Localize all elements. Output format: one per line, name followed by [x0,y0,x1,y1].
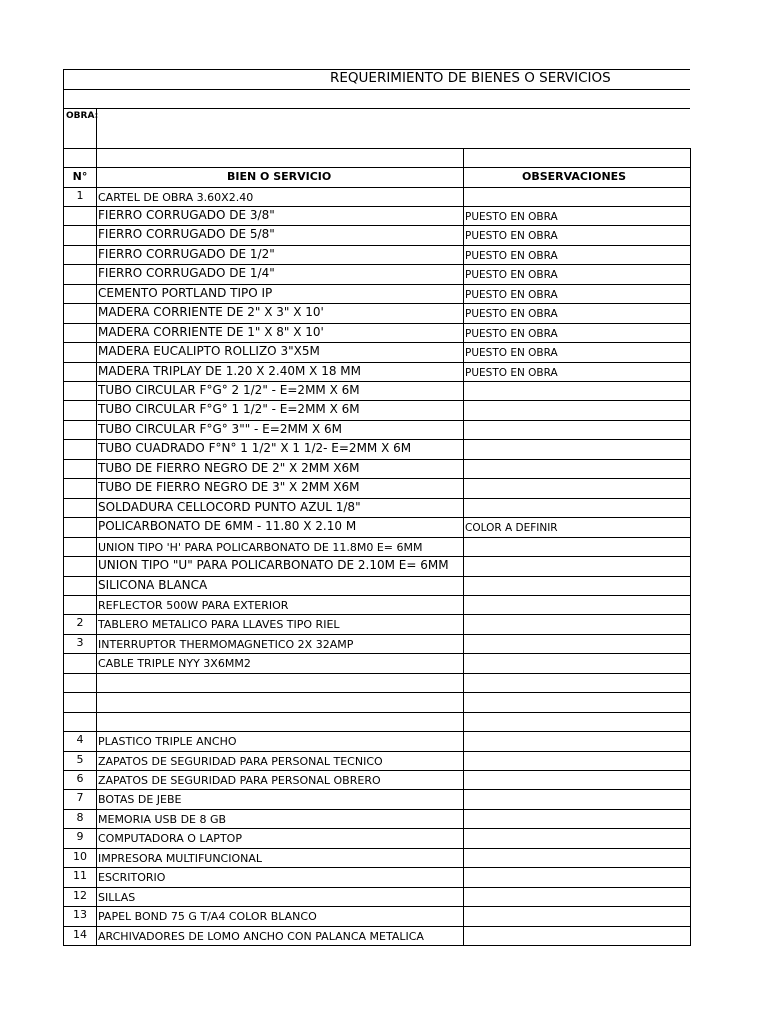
row-line [63,303,690,304]
row-line [63,576,690,577]
row-item: COMPUTADORA O LAPTOP [98,832,242,845]
row-line [63,770,690,771]
grid-line [63,69,690,70]
row-item: TUBO DE FIERRO NEGRO DE 3" X 2MM X6M [98,480,360,494]
header-item: BIEN O SERVICIO [227,170,332,183]
row-line [63,537,690,538]
row-observation: COLOR A DEFINIR [465,522,558,534]
row-line [63,848,690,849]
row-observation: PUESTO EN OBRA [465,347,558,359]
row-line [63,634,690,635]
row-number: 8 [76,811,84,824]
row-item: SOLDADURA CELLOCORD PUNTO AZUL 1/8" [98,500,361,514]
row-item: FIERRO CORRUGADO DE 3/8" [98,208,275,222]
row-number: 4 [76,733,84,746]
row-line [63,673,690,674]
row-line [63,498,690,499]
row-item: MADERA CORRIENTE DE 1" X 8" X 10' [98,325,324,339]
row-item: TABLERO METALICO PARA LLAVES TIPO RIEL [98,618,340,631]
row-line [63,459,690,460]
row-observation: PUESTO EN OBRA [465,250,558,262]
row-line [63,926,690,927]
row-item: ZAPATOS DE SEGURIDAD PARA PERSONAL TECNICO [98,755,383,768]
row-item: TUBO CIRCULAR F°G° 2 1/2" - E=2MM X 6M [98,383,360,397]
row-line [63,867,690,868]
row-item: TUBO CIRCULAR F°G° 3"" - E=2MM X 6M [98,422,343,436]
row-number: 1 [76,189,84,202]
row-number: 3 [76,636,84,649]
row-item: UNION TIPO 'H' PARA POLICARBONATO DE 11.8M0 E= 6MM [98,541,423,554]
row-item: TUBO CIRCULAR F°G° 1 1/2" - E=2MM X 6M [98,402,360,416]
row-line [63,789,690,790]
row-number: 10 [73,850,87,863]
row-item: BOTAS DE JEBE [98,793,182,806]
row-line [63,751,690,752]
row-line [63,517,690,518]
row-line [63,614,690,615]
row-line [63,245,690,246]
row-item: CABLE TRIPLE NYY 3X6MM2 [98,657,251,670]
row-item: CARTEL DE OBRA 3.60X2.40 [98,191,254,204]
row-line [63,264,690,265]
row-item: UNION TIPO "U" PARA POLICARBONATO DE 2.10M E= 6MM [98,558,449,572]
row-number: 7 [76,791,84,804]
row-item: ESCRITORIO [98,871,166,884]
row-item: SILICONA BLANCA [98,578,208,592]
row-line [63,284,690,285]
row-number: 14 [73,928,87,941]
grid-line [63,108,690,109]
row-number: 13 [73,908,87,921]
grid-line [690,148,691,946]
row-item: IMPRESORA MULTIFUNCIONAL [98,852,263,865]
row-line [63,400,690,401]
row-item: MADERA EUCALIPTO ROLLIZO 3"X5M [98,344,320,358]
row-line [63,712,690,713]
row-line [63,342,690,343]
row-item: ARCHIVADORES DE LOMO ANCHO CON PALANCA METALICA [98,930,424,943]
row-line [63,887,690,888]
grid-line [63,89,690,90]
row-item: CEMENTO PORTLAND TIPO IP [98,286,273,300]
grid-line [63,167,690,168]
row-number: 12 [73,889,87,902]
row-line [63,323,690,324]
row-item: MADERA TRIPLAY DE 1.20 X 2.40M X 18 MM [98,364,362,378]
row-item: MADERA CORRIENTE DE 2" X 3" X 10' [98,305,324,319]
obra-label: OBRA: [66,111,99,121]
row-line [63,420,690,421]
row-number: 6 [76,772,84,785]
row-item: PAPEL BOND 75 G T/A4 COLOR BLANCO [98,910,317,923]
row-number: 9 [76,830,84,843]
row-item: SILLAS [98,891,136,904]
row-item: MEMORIA USB DE 8 GB [98,813,227,826]
row-observation: PUESTO EN OBRA [465,328,558,340]
row-observation: PUESTO EN OBRA [465,308,558,320]
header-observations: OBSERVACIONES [522,170,627,183]
row-number: 11 [73,869,87,882]
row-line [63,478,690,479]
document-title: REQUERIMIENTO DE BIENES O SERVICIOS [330,70,611,86]
row-line [63,362,690,363]
header-number: N° [72,170,88,183]
grid-line [463,148,464,946]
row-observation: PUESTO EN OBRA [465,367,558,379]
row-observation: PUESTO EN OBRA [465,289,558,301]
row-line [63,906,690,907]
row-item: INTERRUPTOR THERMOMAGNETICO 2X 32AMP [98,638,354,651]
row-observation: PUESTO EN OBRA [465,269,558,281]
row-line [63,945,690,946]
row-line [63,653,690,654]
row-line [63,381,690,382]
row-line [63,225,690,226]
grid-line [63,148,690,149]
row-line [63,206,690,207]
row-line [63,809,690,810]
row-line [63,692,690,693]
row-line [63,187,690,188]
row-line [63,828,690,829]
row-item: ZAPATOS DE SEGURIDAD PARA PERSONAL OBRERO [98,774,381,787]
row-observation: PUESTO EN OBRA [465,230,558,242]
row-number: 2 [76,616,84,629]
row-line [63,595,690,596]
row-item: FIERRO CORRUGADO DE 1/2" [98,247,275,261]
row-item: FIERRO CORRUGADO DE 5/8" [98,227,275,241]
row-item: POLICARBONATO DE 6MM - 11.80 X 2.10 M [98,519,357,533]
row-line [63,439,690,440]
row-item: FIERRO CORRUGADO DE 1/4" [98,266,275,280]
row-item: TUBO CUADRADO F°N° 1 1/2" X 1 1/2- E=2MM X 6M [98,441,412,455]
row-item: TUBO DE FIERRO NEGRO DE 2" X 2MM X6M [98,461,360,475]
row-observation: PUESTO EN OBRA [465,211,558,223]
row-item: PLASTICO TRIPLE ANCHO [98,735,237,748]
row-line [63,556,690,557]
row-line [63,731,690,732]
grid-line [96,108,97,946]
row-number: 5 [76,753,84,766]
row-item: REFLECTOR 500W PARA EXTERIOR [98,599,289,612]
